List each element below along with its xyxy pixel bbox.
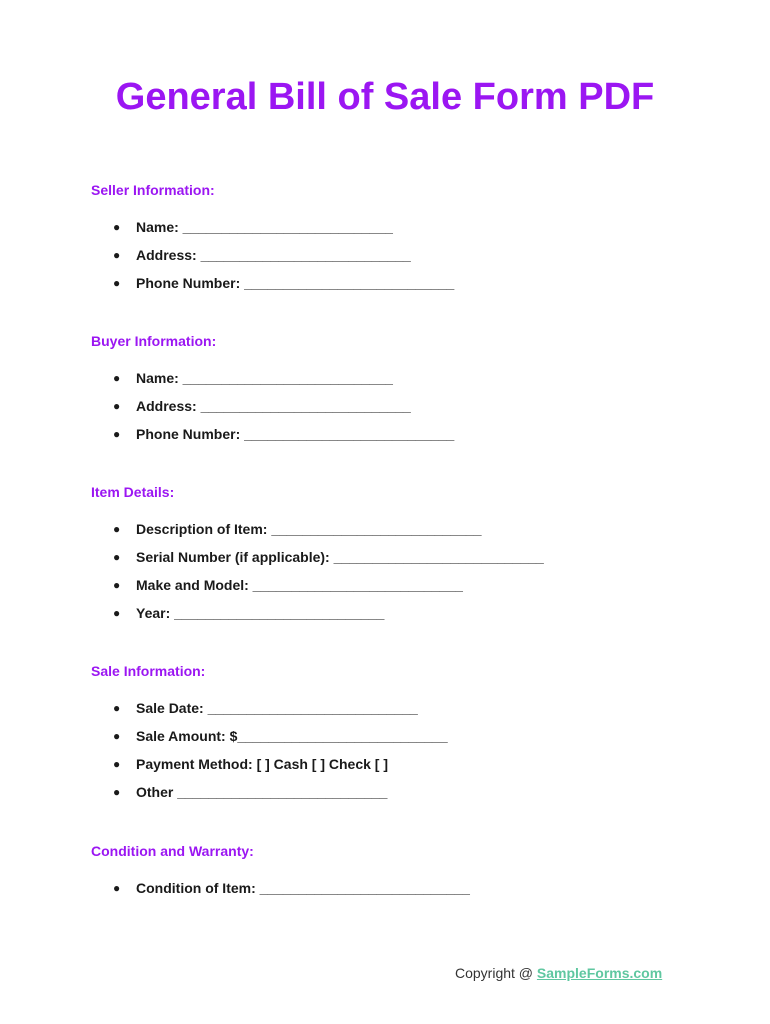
field-serial-number[interactable] (91, 547, 544, 575)
field-label: Make and Model: ___________________________ (136, 577, 463, 593)
field-year[interactable] (91, 603, 544, 631)
copyright-text: Copyright @ (455, 965, 537, 981)
field-list (91, 878, 470, 906)
bullet-icon: ● (113, 276, 121, 290)
page-title: General Bill of Sale Form PDF (115, 76, 655, 118)
field-buyer-address[interactable] (91, 396, 454, 424)
section-heading: Item Details: (91, 484, 175, 500)
field-list (91, 217, 454, 301)
field-other[interactable] (91, 782, 448, 810)
field-seller-phone[interactable] (91, 273, 454, 301)
field-make-model[interactable] (91, 575, 544, 603)
brand-link[interactable]: SampleForms.com (536, 965, 663, 981)
bullet-icon: ● (113, 220, 121, 234)
field-label: Address: ___________________________ (136, 247, 411, 263)
field-list (91, 368, 454, 452)
field-label: Phone Number: ___________________________ (136, 275, 455, 291)
bullet-icon: ● (113, 550, 121, 564)
bullet-icon: ● (113, 578, 121, 592)
bullet-icon: ● (113, 729, 121, 743)
field-label: Description of Item: ___________________________ (136, 521, 482, 537)
bullet-icon: ● (113, 427, 121, 441)
field-label: Phone Number: ___________________________ (136, 426, 455, 442)
copyright-footer (455, 963, 662, 983)
section-condition-warranty (91, 841, 711, 896)
section-heading: Sale Information: (91, 663, 206, 679)
field-label: Sale Amount: $___________________________ (136, 728, 448, 744)
field-label: Condition of Item: ___________________________ (136, 880, 470, 896)
bullet-icon: ● (113, 881, 121, 895)
field-list (91, 519, 544, 631)
field-seller-address[interactable] (91, 245, 454, 273)
field-list (91, 698, 448, 810)
field-item-description[interactable] (91, 519, 544, 547)
section-item-details (91, 482, 711, 621)
section-seller-information (91, 180, 711, 291)
field-sale-amount[interactable] (91, 726, 448, 754)
bullet-icon: ● (113, 522, 121, 536)
field-payment-method[interactable] (91, 754, 448, 782)
section-heading: Condition and Warranty: (91, 843, 254, 859)
bullet-icon: ● (113, 248, 121, 262)
field-seller-name[interactable] (91, 217, 454, 245)
bullet-icon: ● (113, 701, 121, 715)
field-label: Name: ___________________________ (136, 370, 393, 386)
field-label: Address: ___________________________ (136, 398, 411, 414)
field-condition-of-item[interactable] (91, 878, 470, 906)
bullet-icon: ● (113, 785, 121, 799)
field-label: Year: ___________________________ (136, 605, 385, 621)
section-buyer-information (91, 331, 711, 442)
field-label: Serial Number (if applicable): ___________________________ (136, 549, 544, 565)
field-label: Other ___________________________ (136, 784, 388, 800)
bullet-icon: ● (113, 399, 121, 413)
field-label: Sale Date: ___________________________ (136, 700, 418, 716)
field-buyer-phone[interactable] (91, 424, 454, 452)
bullet-icon: ● (113, 371, 121, 385)
section-sale-information (91, 661, 711, 800)
section-heading: Seller Information: (91, 182, 215, 198)
bullet-icon: ● (113, 606, 121, 620)
field-sale-date[interactable] (91, 698, 448, 726)
field-buyer-name[interactable] (91, 368, 454, 396)
field-label: Name: ___________________________ (136, 219, 393, 235)
section-heading: Buyer Information: (91, 333, 217, 349)
bullet-icon: ● (113, 757, 121, 771)
field-label: Payment Method: [ ] Cash [ ] Check [ ] (136, 756, 389, 772)
